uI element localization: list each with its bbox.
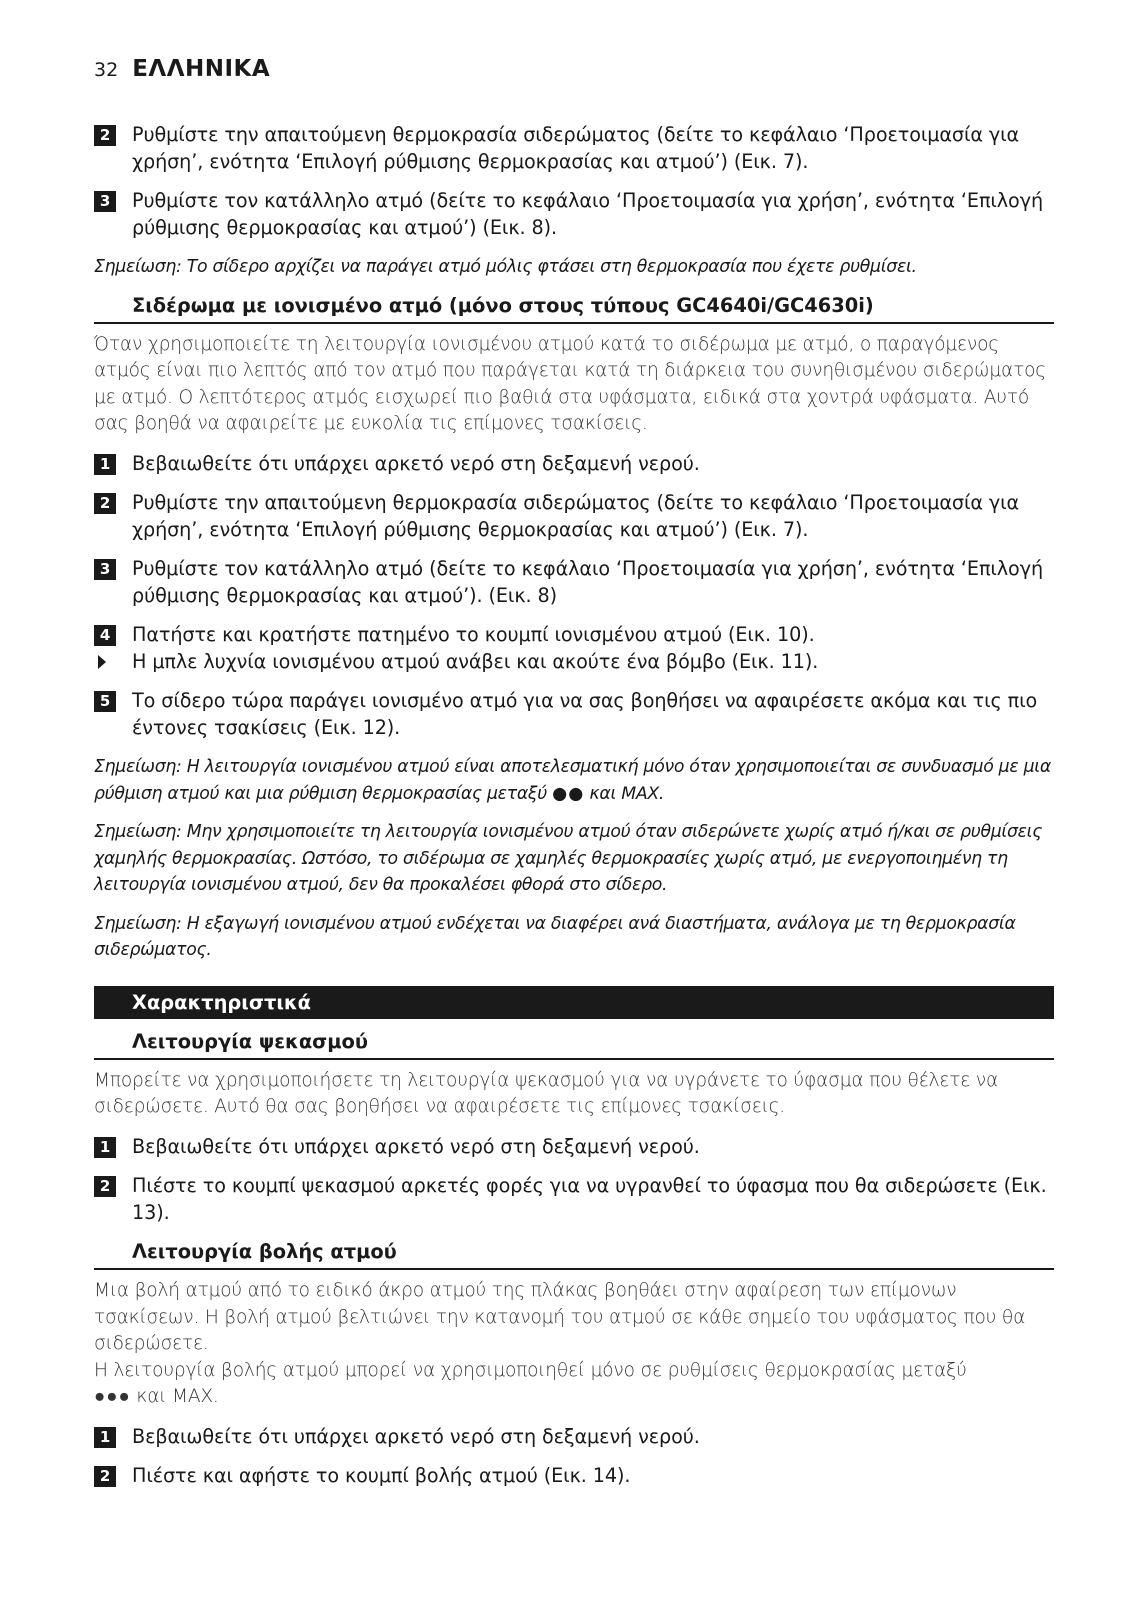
step-text: Πατήστε και κρατήστε πατημένο το κουμπί ιονισμένου ατμού (Εικ. 10). [132,623,815,646]
temperature-dots-icon: ●●● [94,1386,131,1407]
step-text: Πιέστε και αφήστε το κουμπί βολής ατμού (Εικ. 14). [132,1464,631,1487]
intro-paragraph: Μπορείτε να χρησιμοποιήσετε τη λειτουργία ψεκασμού για να υγράνετε το ύφασμα που θέλετε να σιδερώσετε. Αυτό θα σας βοηθήσει να αφαιρέσετε τις επίμονες τσακίσεις. [94,1069,999,1117]
page-content [94,122,1054,1503]
step-item [94,1173,1054,1226]
step-number: 3 [94,191,116,212]
note-text-tail: και MAX. [584,783,665,804]
step-item [94,122,1054,175]
result-arrow-icon [98,655,106,669]
step-item [94,188,1054,241]
intro-text-2-tail: και MAX. [130,1386,219,1407]
step-item [94,490,1054,543]
page-number: 32 [94,59,119,81]
step-text: Ρυθμίστε τον κατάλληλο ατμό (δείτε το κεφάλαιο ‘Προετοιμασία για χρήση’, ενότητα ‘Επιλογή ρύθμισης θερμοκρασίας και ατμού’) (Εικ. 8). [132,189,1044,239]
step-number: 2 [94,1466,116,1487]
temperature-dots-icon: ●● [552,783,585,804]
step-text: Ρυθμίστε την απαιτούμενη θερμοκρασία σιδερώματος (δείτε το κεφάλαιο ‘Προετοιμασία για χρήση’, ενότητα ‘Επιλογή ρύθμισης θερμοκρασίας και ατμού’) (Εικ. 7). [132,123,1020,173]
intro-paragraph: Όταν χρησιμοποιείτε τη λειτουργία ιονισμένου ατμού κατά το σιδέρωμα με ατμό, ο παραγόμενος ατμός είναι πιο λεπτός από τον ατμό που παράγεται κατά τη διάρκεια του συνηθισμένου σιδερώματος με ατμό. Ο λεπτότερος ατμός εισχωρεί πιο βαθιά στα υφάσματα, ειδικά στα χοντρά υφάσματα. Αυτό σας βοηθά να αφαιρείτε με ευκολία τις επίμονες τσακίσεις. [94,333,1046,434]
step-item [94,688,1054,741]
step-item [94,556,1054,609]
step-number: 5 [94,691,116,712]
note: Σημείωση: Η εξαγωγή ιονισμένου ατμού ενδέχεται να διαφέρει ανά διαστήματα, ανάλογα με τη θερμοκρασία σιδερώματος. [94,913,1016,960]
intro-text-2-main: Η λειτουργία βολής ατμού μπορεί να χρησιμοποιηθεί μόνο σε ρυθμίσεις θερμοκρασίας μεταξύ [94,1359,967,1381]
section-title-features: Χαρακτηριστικά [94,986,1054,1019]
step-text: Το σίδερο τώρα παράγει ιονισμένο ατμό για να σας βοηθήσει να αφαιρέσετε ακόμα και τις πιο έντονες τσακίσεις (Εικ. 12). [132,689,1038,739]
step-number: 1 [94,1427,116,1448]
result-item [94,649,1054,676]
step-number: 2 [94,125,116,146]
note: Σημείωση: Το σίδερο αρχίζει να παράγει ατμό μόλις φτάσει στη θερμοκρασία που έχετε ρυθμίσει. [94,257,917,277]
language-title: ΕΛΛΗΝΙΚΑ [132,56,271,82]
step-number: 3 [94,559,116,580]
step-number: 4 [94,625,116,646]
step-item [94,622,1054,649]
note [94,754,1054,807]
step-number: 1 [94,454,116,475]
step-item [94,1134,1054,1161]
section-heading-spray: Λειτουργία ψεκασμού [94,1029,1054,1060]
step-number: 2 [94,1176,116,1197]
step-text: Ρυθμίστε τον κατάλληλο ατμό (δείτε το κεφάλαιο ‘Προετοιμασία για χρήση’, ενότητα ‘Επιλογή ρύθμισης θερμοκρασίας και ατμού’). (Εικ. 8) [132,557,1044,607]
step-text: Ρυθμίστε την απαιτούμενη θερμοκρασία σιδερώματος (δείτε το κεφάλαιο ‘Προετοιμασία για χρήση’, ενότητα ‘Επιλογή ρύθμισης θερμοκρασίας και ατμού’) (Εικ. 7). [132,491,1020,541]
intro-text-2 [94,1358,1054,1411]
section-heading-shot: Λειτουργία βολής ατμού [94,1239,1054,1270]
section-heading-ionic: Σιδέρωμα με ιονισμένο ατμό (μόνο στους τύπους GC4640i/GC4630i) [94,293,1054,324]
step-number: 2 [94,493,116,514]
step-item [94,1463,1054,1490]
step-text: Βεβαιωθείτε ότι υπάρχει αρκετό νερό στη δεξαμενή νερού. [132,1134,700,1158]
step-text: Πιέστε το κουμπί ψεκασμού αρκετές φορές για να υγρανθεί το ύφασμα που θα σιδερώσετε (Εικ. 13). [132,1174,1047,1224]
note: Σημείωση: Μην χρησιμοποιείτε τη λειτουργία ιονισμένου ατμού όταν σιδερώνετε χωρίς ατμό ή/και σε ρυθμίσεις χαμηλής θερμοκρασίας. Ωστόσο, το σιδέρωμα σε χαμηλές θερμοκρασίες χωρίς ατμό, με ενεργοποιημένη τη λειτουργία ιονισμένου ατμού, δεν θα προκαλέσει φθορά στο σίδερο. [94,822,1043,895]
page-header [94,56,270,90]
note-text: Σημείωση: Η λειτουργία ιονισμένου ατμού είναι αποτελεσματική μόνο όταν χρησιμοποιείται σε συνδυασμό με μια ρύθμιση ατμού και μια ρύθμιση θερμοκρασίας μεταξύ [94,757,1051,804]
step-item [94,1424,1054,1451]
intro-paragraph [94,1278,1054,1411]
step-text: Βεβαιωθείτε ότι υπάρχει αρκετό νερό στη δεξαμενή νερού. [132,451,700,475]
step-text: Βεβαιωθείτε ότι υπάρχει αρκετό νερό στη δεξαμενή νερού. [132,1424,700,1448]
step-number: 1 [94,1137,116,1158]
step-item [94,451,1054,478]
result-text: Η μπλε λυχνία ιονισμένου ατμού ανάβει και ακούτε ένα βόμβο (Εικ. 11). [132,649,819,673]
intro-text: Μια βολή ατμού από το ειδικό άκρο ατμού της πλάκας βοηθάει στην αφαίρεση των επίμονων τσακίσεων. Η βολή ατμού βελτιώνει την κατανομή του ατμού σε κάθε σημείο του υφάσματος που θα σιδερώσετε. [94,1280,1026,1354]
